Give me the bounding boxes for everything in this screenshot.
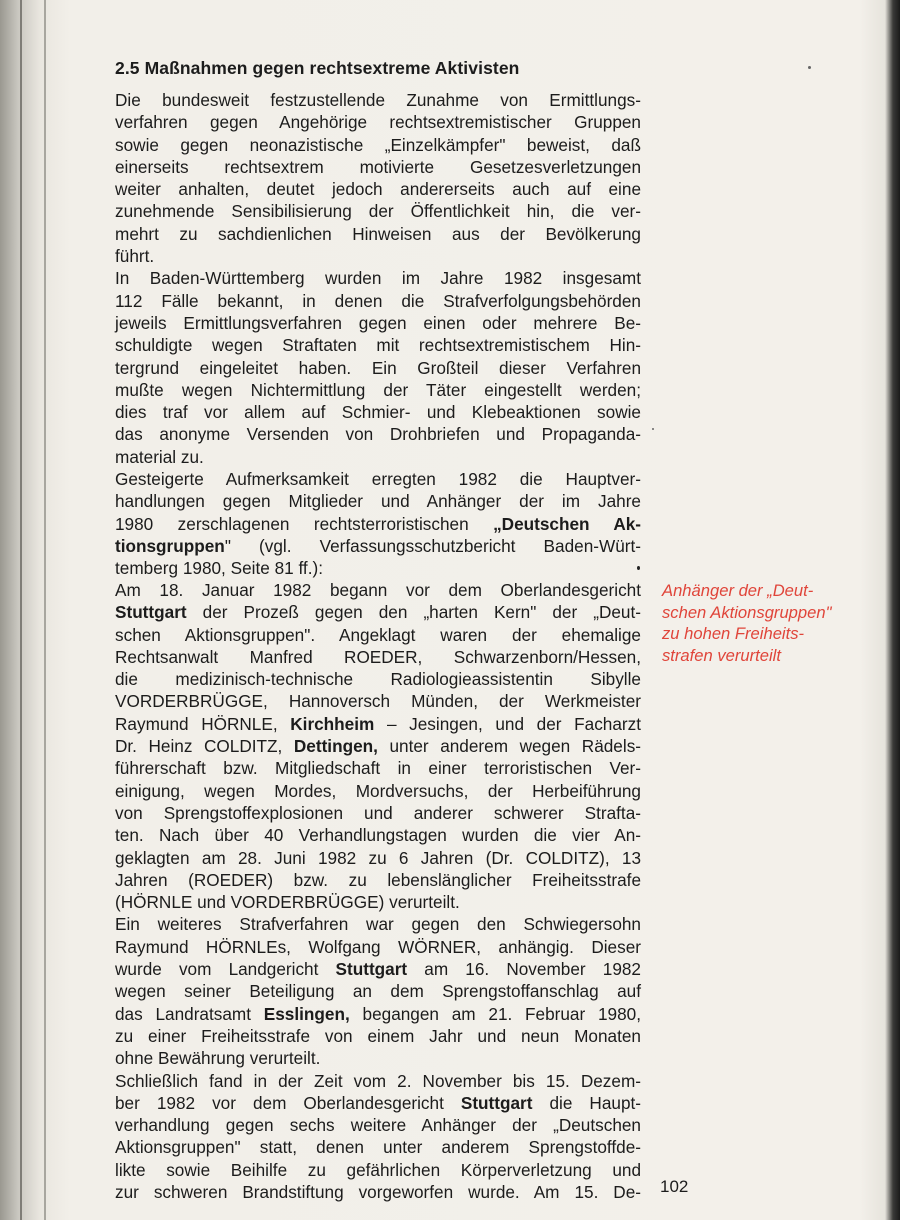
text-line (115, 557, 641, 579)
text-line (115, 156, 641, 178)
text-line (115, 668, 641, 690)
text-run: Am 18. Januar 1982 begann vor dem Oberlandesgericht (115, 580, 641, 600)
text-run: unter anderem wegen Rädels- (377, 736, 642, 757)
text-run: zu einer Freiheitsstrafe von einem Jahr und neun Monaten (115, 1025, 641, 1046)
bold-term: Dettingen, (293, 736, 378, 757)
text-run: Dr. Heinz COLDITZ, (115, 736, 294, 757)
text-run: ohne Bewährung verurteilt. (115, 1048, 321, 1069)
text-line (115, 713, 641, 735)
text-run: 1980 zerschlagenen rechtsterroristischen (115, 513, 494, 534)
text-run: " (vgl. Verfassungsschutzbericht Baden-Würt- (224, 535, 641, 556)
text-run: likte sowie Beihilfe zu gefährlichen Körperverletzung und (115, 1159, 641, 1180)
margin-note-line: strafen verurteilt (662, 645, 781, 665)
bold-term: Esslingen, (263, 1003, 350, 1024)
margin-note (662, 580, 877, 666)
bold-term: Stuttgart (335, 959, 408, 980)
text-line (115, 379, 641, 401)
text-line (115, 601, 641, 623)
bold-term: „Deutschen Ak- (493, 513, 642, 534)
text-run: verfahren gegen Angehörige rechtsextremistischer Gruppen (115, 112, 641, 133)
text-line (115, 958, 641, 980)
text-line (115, 223, 641, 245)
text-line (115, 312, 641, 334)
text-run: temberg 1980, Seite 81 ff.): (115, 558, 323, 579)
text-run: sowie gegen neonazistische „Einzelkämpfer" beweist, daß (115, 134, 641, 155)
text-line (115, 134, 641, 156)
text-line (115, 802, 641, 824)
intro-paragraphs (115, 89, 641, 580)
bold-term: tionsgruppen (115, 535, 225, 556)
text-run: wurde vom Landgericht (115, 959, 336, 980)
text-run: geklagten am 28. Juni 1982 zu 6 Jahren (Dr. COLDITZ), 13 (115, 847, 641, 868)
text-run: führt. (115, 246, 155, 267)
text-run: das Landratsamt (115, 1003, 264, 1024)
text-line (115, 468, 641, 490)
text-run: einerseits rechtsextrem motivierte Gesetzesverletzungen (115, 156, 641, 177)
text-line (115, 824, 641, 846)
text-run: Jahren (ROEDER) bzw. zu lebenslänglicher Freiheitsstrafe (115, 869, 641, 890)
text-line (115, 1114, 641, 1136)
margin-note-line: schen Aktionsgruppen" (662, 602, 832, 622)
text-line (115, 1025, 641, 1047)
text-run: material zu. (115, 446, 204, 467)
text-run: dies traf vor allem auf Schmier- und Klebeaktionen sowie (115, 402, 641, 423)
text-line (115, 200, 641, 222)
margin-note-line: zu hohen Freiheits- (662, 624, 805, 644)
text-line (115, 490, 641, 512)
text-run: zunehmende Sensibilisierung der Öffentlichkeit hin, die ver- (115, 201, 641, 222)
text-line (115, 936, 641, 958)
text-run: das anonyme Versenden von Drohbriefen und Propaganda- (115, 424, 641, 445)
text-line (115, 1136, 641, 1158)
text-line (115, 178, 641, 200)
text-line (115, 579, 641, 601)
text-run: führerschaft bzw. Mitgliedschaft in einer terroristischen Ver- (115, 758, 641, 779)
text-line (115, 111, 641, 133)
speck (652, 428, 654, 430)
text-line (115, 624, 641, 646)
text-run: tergrund eingeleitet haben. Ein Großteil dieser Verfahren (115, 357, 641, 378)
text-line (115, 869, 641, 891)
text-run: ten. Nach über 40 Verhandlungstagen wurden die vier An- (115, 825, 641, 846)
text-line (115, 913, 641, 935)
text-line (115, 1070, 641, 1092)
text-line (115, 89, 641, 111)
text-line (115, 891, 641, 913)
text-line (115, 735, 641, 757)
text-run: begangen am 21. Februar 1980, (349, 1003, 641, 1024)
text-run: wegen seiner Beteiligung an dem Sprengstoffanschlag auf (115, 981, 641, 1002)
text-run: Gesteigerte Aufmerksamkeit erregten 1982 die Hauptver- (115, 469, 641, 490)
spine-shadow-line (44, 0, 46, 1220)
text-line (115, 847, 641, 869)
text-run: verhandlung gegen sechs weitere Anhänger der „Deutschen (115, 1115, 641, 1136)
text-run: Ein weiteres Strafverfahren war gegen den Schwiegersohn (115, 914, 641, 935)
text-run: Die bundesweit festzustellende Zunahme von Ermittlungs- (115, 90, 641, 110)
text-run: mußte wegen Nichtermittlung der Täter eingestellt werden; (115, 379, 641, 400)
bold-term: Stuttgart (115, 602, 187, 623)
text-run: jeweils Ermittlungsverfahren gegen einen oder mehrere Be- (115, 312, 641, 333)
text-run: (HÖRNLE und VORDERBRÜGGE) verurteilt. (115, 892, 460, 913)
text-line (115, 980, 641, 1002)
text-run: weiter anhalten, deutet jedoch andererseits auch auf eine (115, 179, 641, 200)
text-run: zur schweren Brandstiftung vorgeworfen wurde. Am 15. De- (115, 1182, 641, 1203)
bold-term: Kirchheim (290, 713, 375, 734)
text-line (115, 513, 641, 535)
text-run: 112 Fälle bekannt, in denen die Strafverfolgungsbehörden (115, 290, 641, 311)
text-run: In Baden-Württemberg wurden im Jahre 1982 insgesamt (115, 268, 641, 289)
section-title: 2.5 Maßnahmen gegen rechtsextreme Aktivisten (115, 58, 520, 78)
text-line (115, 423, 641, 445)
text-line (115, 1181, 641, 1203)
bold-term: Stuttgart (460, 1092, 533, 1113)
text-run: mehrt zu sachdienlichen Hinweisen aus der Bevölkerung (115, 223, 641, 244)
text-run: am 16. November 1982 (407, 959, 641, 980)
text-line (115, 290, 641, 312)
text-line (115, 334, 641, 356)
text-line (115, 646, 641, 668)
page-number: 102 (660, 1177, 689, 1196)
text-run: von Sprengstoffexplosionen und anderer schwerer Strafta- (115, 802, 641, 823)
text-run: einigung, wegen Mordes, Mordversuchs, der Herbeiführung (115, 780, 641, 801)
text-run: Rechtsanwalt Manfred ROEDER, Schwarzenborn/Hessen, (115, 646, 641, 667)
text-run: ber 1982 vor dem Oberlandesgericht (115, 1092, 461, 1113)
text-run: schen Aktionsgruppen". Angeklagt waren der ehemalige (115, 624, 641, 645)
text-line (115, 357, 641, 379)
text-run: Raymund HÖRNLE, (115, 713, 291, 734)
text-run: schuldigte wegen Straftaten mit rechtsextremistischem Hin- (115, 335, 641, 356)
text-line (115, 1047, 641, 1069)
text-line (115, 780, 641, 802)
text-line (115, 245, 641, 267)
text-line (115, 1159, 641, 1181)
text-run: die Haupt- (532, 1092, 641, 1113)
main-paragraphs (115, 579, 641, 1203)
text-line (115, 535, 641, 557)
speck (808, 66, 811, 69)
text-line (115, 446, 641, 468)
text-line (115, 757, 641, 779)
text-line (115, 267, 641, 289)
text-run: VORDERBRÜGGE, Hannoversch Münden, der Werkmeister (115, 691, 641, 712)
text-run: Raymund HÖRNLEs, Wolfgang WÖRNER, anhängig. Dieser (115, 936, 641, 957)
text-line (115, 401, 641, 423)
text-line (115, 690, 641, 712)
text-run: Aktionsgruppen" statt, denen unter anderem Sprengstoffde- (115, 1137, 641, 1158)
spine-shadow-line (20, 0, 22, 1220)
margin-note-line: Anhänger der „Deut- (662, 581, 814, 600)
text-run: handlungen gegen Mitglieder und Anhänger der im Jahre (115, 491, 641, 512)
text-line (115, 1092, 641, 1114)
text-run: der Prozeß gegen den „harten Kern" der „Deut- (186, 602, 641, 623)
text-run: – Jesingen, und der Facharzt (374, 713, 642, 734)
text-run: Schließlich fand in der Zeit vom 2. November bis 15. Dezem- (115, 1070, 641, 1091)
text-line (115, 1003, 641, 1025)
text-run: die medizinisch-technische Radiologieassistentin Sibylle (115, 669, 641, 690)
speck (637, 566, 640, 570)
